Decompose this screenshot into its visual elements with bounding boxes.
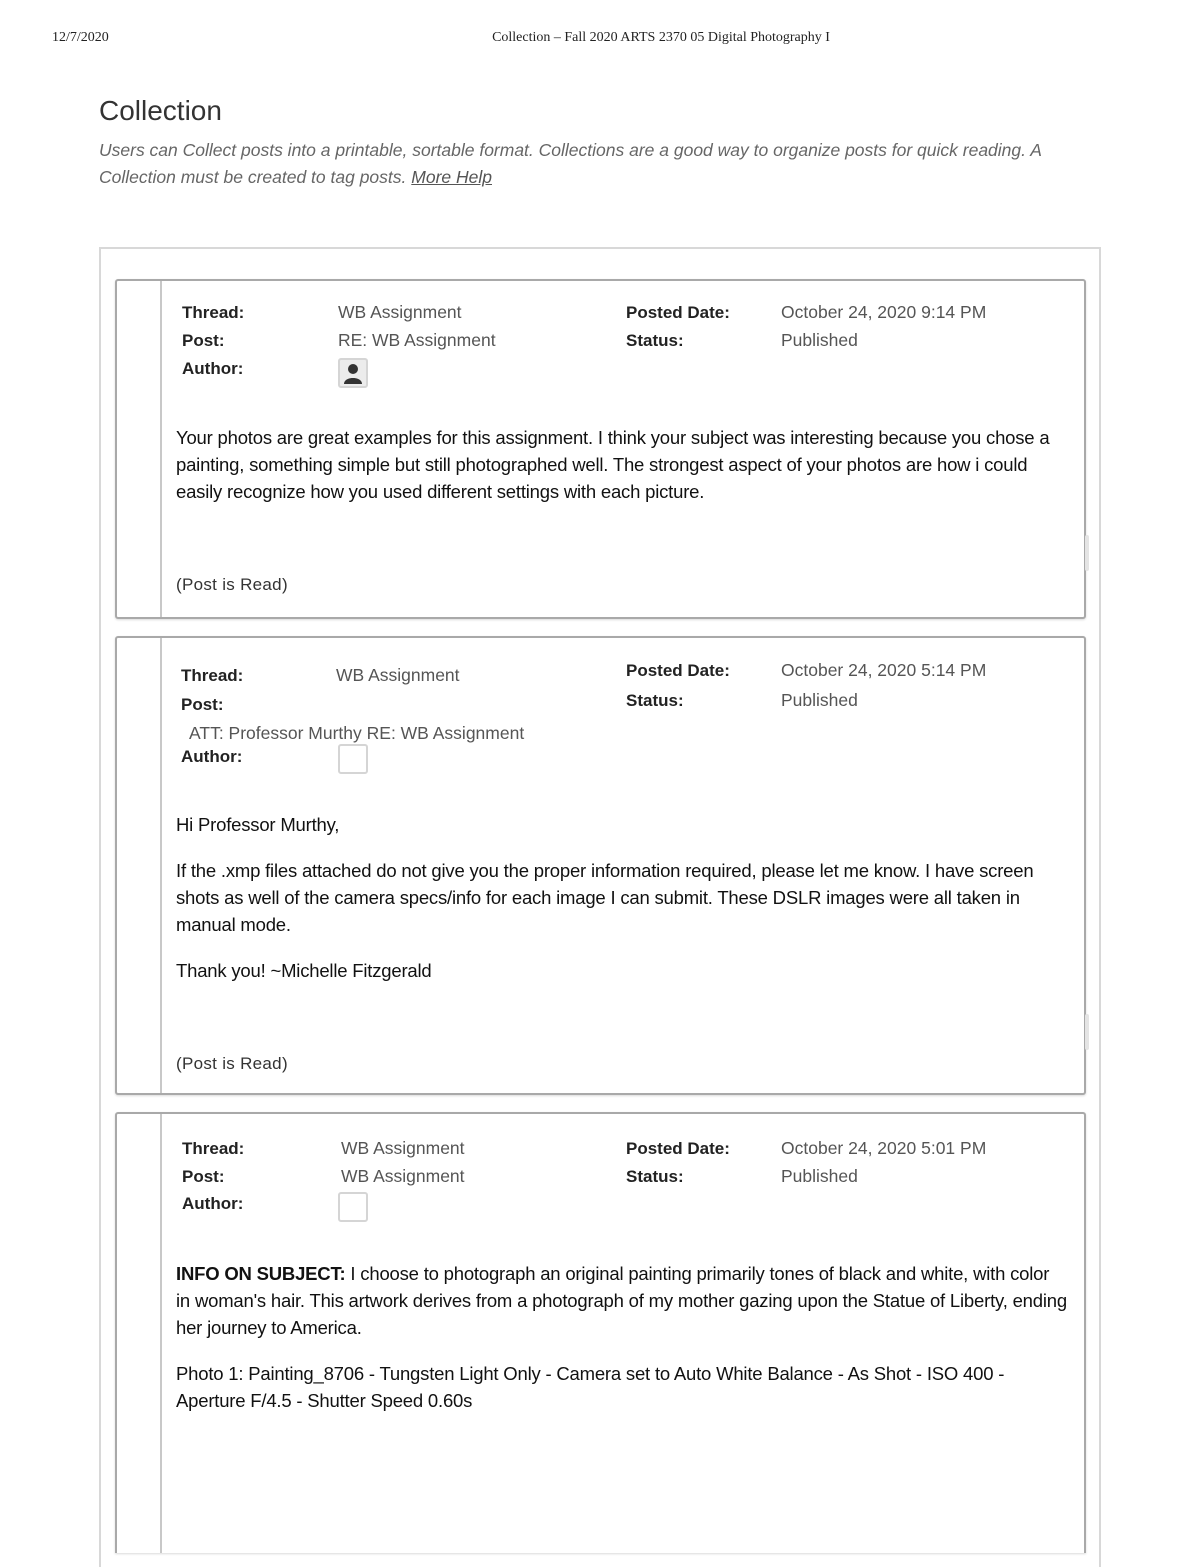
scroll-handle[interactable] (1085, 535, 1089, 571)
author-label: Author: (182, 359, 244, 378)
status-label: Status: (626, 331, 684, 350)
thread-label: Thread: (182, 303, 245, 322)
post-label: Post: (182, 331, 225, 350)
thread-link[interactable]: WB Assignment (336, 665, 460, 685)
subject-heading: INFO ON SUBJECT: (176, 1263, 346, 1284)
post-paragraph: Photo 1: Painting_8706 - Tungsten Light Only - Camera set to Auto White Balance - As Shot - ISO 400 - Aperture F/4.5 - Shutter Speed 0.60s (176, 1363, 1005, 1411)
author-avatar[interactable] (338, 1192, 368, 1222)
post-rail (160, 281, 162, 617)
post-label: Post: (182, 1167, 225, 1186)
post-paragraph: Your photos are great examples for this assignment. I think your subject was interesting because you chose a painting, something simple but still photographed well. The strongest aspect of your photos are how i could easily recognize how you used different settings with each picture. (176, 427, 1050, 502)
thread-link[interactable]: WB Assignment (338, 302, 462, 322)
post-paragraph (176, 1260, 1068, 1341)
posted-date-value: October 24, 2020 5:01 PM (781, 1138, 987, 1158)
posted-date-label: Posted Date: (626, 1139, 730, 1158)
author-avatar[interactable] (338, 358, 368, 388)
read-status: (Post is Read) (176, 1054, 288, 1073)
author-avatar[interactable] (338, 744, 368, 774)
post-rail (160, 638, 162, 1093)
status-label: Status: (626, 691, 684, 710)
post-body (176, 811, 1068, 1003)
post-paragraph: If the .xmp files attached do not give you the proper information required, please let me know. I have screen shots as well of the camera specs/info for each image I can submit. These DSLR images were all taken in manual mode. (176, 860, 1034, 935)
posted-date-value: October 24, 2020 5:14 PM (781, 660, 987, 680)
status-label: Status: (626, 1167, 684, 1186)
post-rail (160, 1114, 162, 1553)
post-card (115, 279, 1086, 619)
user-silhouette-icon (343, 362, 363, 384)
read-status: (Post is Read) (176, 575, 288, 594)
thread-label: Thread: (181, 666, 244, 685)
subject-text: I choose to photograph an original painting primarily tones of black and white, with color in woman's hair. This artwork derives from a photograph of my mother gazing upon the Statue of Liberty, ending her journey to America. (176, 1263, 1067, 1338)
scroll-handle[interactable] (1085, 1014, 1089, 1050)
post-card (115, 1112, 1086, 1553)
post-paragraph: Thank you! ~Michelle Fitzgerald (176, 960, 432, 981)
post-body (176, 1260, 1068, 1433)
author-label: Author: (182, 1194, 244, 1213)
post-link[interactable]: ATT: Professor Murthy RE: WB Assignment (189, 723, 525, 743)
posted-date-value: October 24, 2020 9:14 PM (781, 302, 987, 322)
thread-link[interactable]: WB Assignment (341, 1138, 465, 1158)
post-paragraph: Hi Professor Murthy, (176, 814, 340, 835)
post-link[interactable]: WB Assignment (341, 1166, 465, 1186)
page-description-text: Users can Collect posts into a printable, sortable format. Collections are a good way to organize posts for quick reading. A Collection must be created to tag posts. (99, 140, 1042, 187)
print-header (0, 30, 1200, 50)
status-value: Published (781, 1166, 858, 1186)
status-value: Published (781, 330, 858, 350)
post-card (115, 636, 1086, 1095)
post-body (176, 424, 1068, 524)
page-title: Collection (99, 95, 222, 126)
posted-date-label: Posted Date: (626, 303, 730, 322)
print-title: Collection – Fall 2020 ARTS 2370 05 Digital Photography I (492, 30, 830, 45)
author-label: Author: (181, 747, 243, 766)
post-label: Post: (181, 695, 224, 714)
posted-date-label: Posted Date: (626, 661, 730, 680)
page-description (99, 137, 1109, 191)
status-value: Published (781, 690, 858, 710)
more-help-link[interactable]: More Help (411, 167, 492, 187)
post-link[interactable]: RE: WB Assignment (338, 330, 496, 350)
thread-label: Thread: (182, 1139, 245, 1158)
print-date: 12/7/2020 (52, 30, 109, 45)
